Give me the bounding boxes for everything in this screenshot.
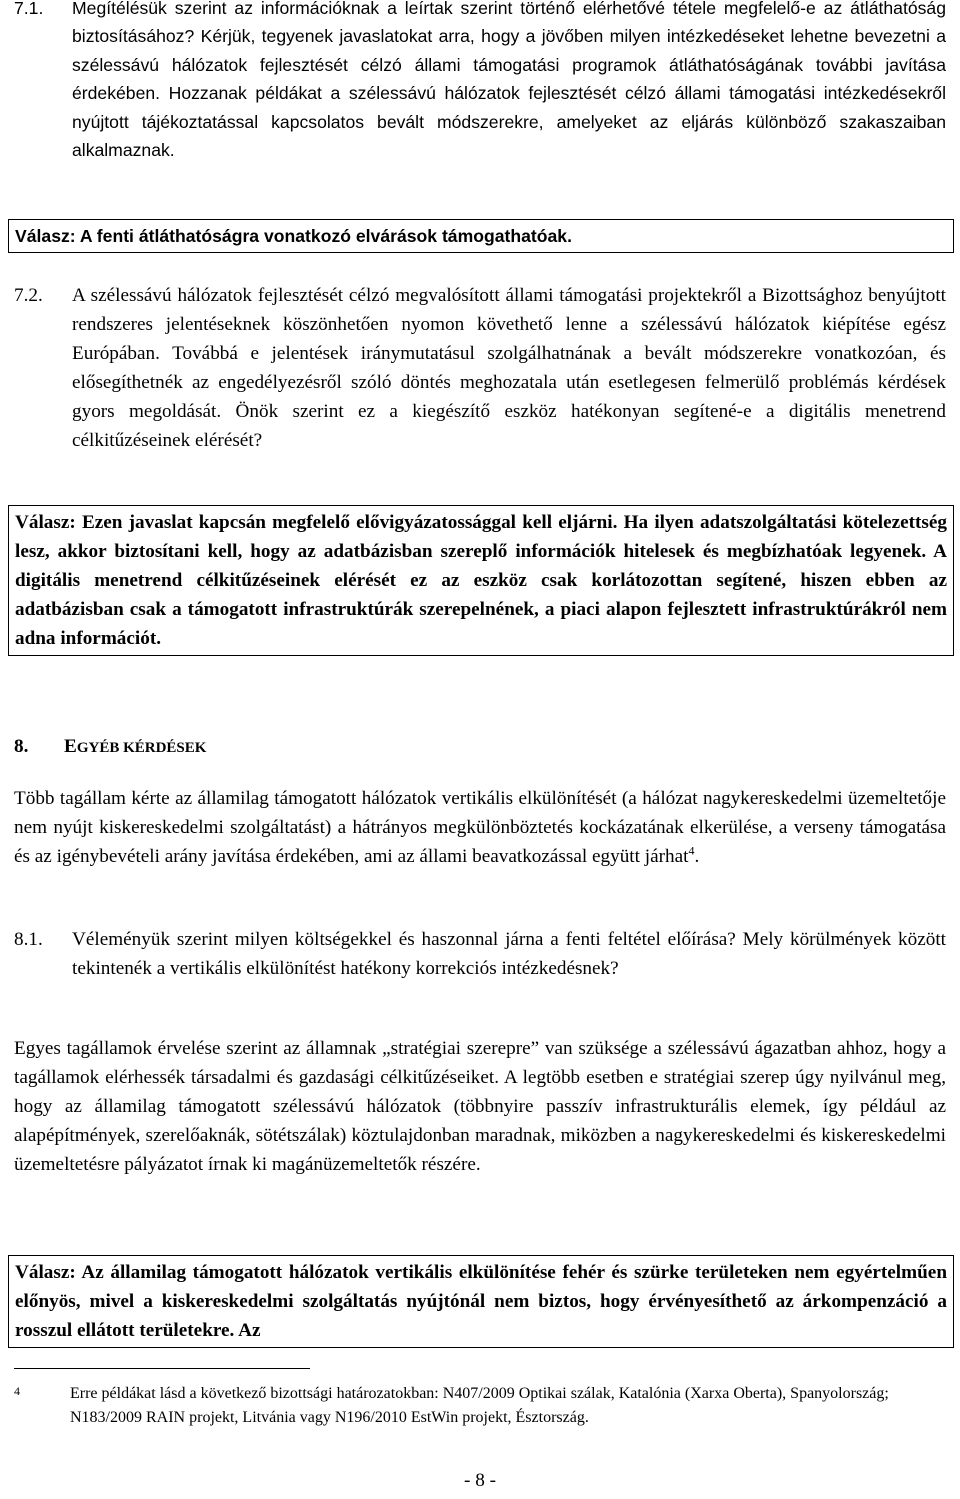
footnote-text: Erre példákat lásd a következő bizottsági határozatokban: N407/2009 Optikai szálak, Katalónia (Xarxa Oberta), Spanyolország; N183/2009 RAIN projekt, Litvánia vagy N196/2010 EstWin projekt, Észtország. <box>70 1385 889 1426</box>
question-text: Véleményük szerint milyen költségekkel és haszonnal járna a fenti feltétel előírása? Mely körülmények között tekintenék a vertikális elkülönítést hatékony korrekciós intézkedésnek? <box>72 929 946 979</box>
section-heading <box>14 732 206 763</box>
question-text: A szélessávú hálózatok fejlesztését célzó megvalósított állami támogatási projektekről a Bizottsághoz benyújtott rendszeres jelentéseknek köszönhetően nyomon követhető lenne a szélessávú hálózatok kiépítése egész Európában. Továbbá e jelentések iránymutatásul szolgálhatnának a bevált módszerekre vonatkozóan, és elősegíthetnék az engedélyezésről szóló döntés meghozatala után esetlegesen felmerülő problémás kérdések gyors megoldását. Önök szerint ez a kiegészítő eszköz hatékonyan segítené-e a digitális menetrend célkitűzéseinek elérését? <box>72 285 946 451</box>
section-number: 8. <box>14 736 29 757</box>
answer-text: Válasz: Ezen javaslat kapcsán megfelelő elővigyázatossággal kell eljárni. Ha ilyen adatszolgáltatási kötelezettség lesz, akkor biztosítani kell, hogy az adatbázisban szereplő információk hitelesek és megbízhatóak legyenek. A digitális menetrend célkitűzéseinek elérését ez az eszköz csak korlátozottan segítené, hiszen ebben az adatbázisban csak a támogatott infrastruktúrák szerepelnének, a piaci alapon fejlesztett infrastruktúrákról nem adna információt. <box>15 512 947 649</box>
footnote-ref: 4 <box>688 843 695 858</box>
answer-text: Válasz: Az államilag támogatott hálózatok vertikális elkülönítése fehér és szürke területeken nem egyértelműen előnyös, mivel a kiskereskedelmi szolgáltatás nyújtónál nem biztos, hogy érvényesíthető az árkompenzáció a rosszul ellátott területekre. Az <box>15 1262 947 1341</box>
section-title-rest: GYÉB KÉRDÉSEK <box>76 740 207 756</box>
footnote-number: 4 <box>14 1384 20 1398</box>
intro-end: . <box>694 846 700 867</box>
answer-text: Válasz: A fenti átláthatóságra vonatkozó elvárások támogathatóak. <box>15 226 572 246</box>
answer-box-8 <box>8 1255 954 1348</box>
question-8-1 <box>14 925 946 983</box>
answer-box-7-2 <box>8 505 954 656</box>
section-8-intro <box>14 784 946 871</box>
question-number: 7.2. <box>14 285 43 306</box>
question-number: 7.1. <box>14 0 44 18</box>
section-title-initial: E <box>64 736 77 757</box>
page-number: - 8 - <box>464 1470 496 1491</box>
question-text: Megítélésük szerint az információknak a leírtak szerint történő elérhetővé tétele megfelelő-e az átláthatóság biztosításához? Kérjük, tegyenek javaslatokat arra, hogy a jövőben milyen intézkedéseket lehetne bevezetni a szélessávú hálózatok fejlesztését célzó állami támogatási programok átláthatóságának további javítása érdekében. Hozzanak példákat a szélessávú hálózatok fejlesztését célzó állami támogatási intézkedésekről nyújtott tájékoztatással kapcsolatos bevált módszerekre, amelyeket az eljárás különböző szakaszaiban alkalmaznak. <box>72 0 946 161</box>
question-7-2 <box>14 281 946 455</box>
section-8-paragraph: Egyes tagállamok érvelése szerint az államnak „stratégiai szerepre” van szüksége a szélessávú ágazatban ahhoz, hogy a tagállamok elérhessék társadalmi és gazdasági célkitűzéseiket. A legtöbb esetben e stratégiai szerep úgy nyilvánul meg, hogy az államilag támogatott szélessávú hálózatok (többnyire passzív infrastrukturális elemek, így például az alapépítmények, szerelőaknák, sötétszálak) köztulajdonban maradnak, miközben a nagykereskedelmi és kiskereskedelmi üzemeltetésre pályázatot írnak ki magánüzemeltetők részére. <box>14 1038 946 1175</box>
question-number: 8.1. <box>14 929 43 950</box>
answer-box-7-1 <box>8 219 954 253</box>
intro-text: Több tagállam kérte az államilag támogatott hálózatok vertikális elkülönítését (a hálózat nagykereskedelmi üzemeltetője nem nyújt kiskereskedelmi szolgáltatást) a hátrányos megkülönböztetés kockázatának elkerülése, a verseny támogatása és az igénybevételi arány javítása érdekében, ami az állami beavatkozással együtt járhat <box>14 788 946 867</box>
footnote-separator <box>14 1368 310 1369</box>
footnote <box>14 1382 946 1430</box>
question-7-1 <box>14 0 946 164</box>
